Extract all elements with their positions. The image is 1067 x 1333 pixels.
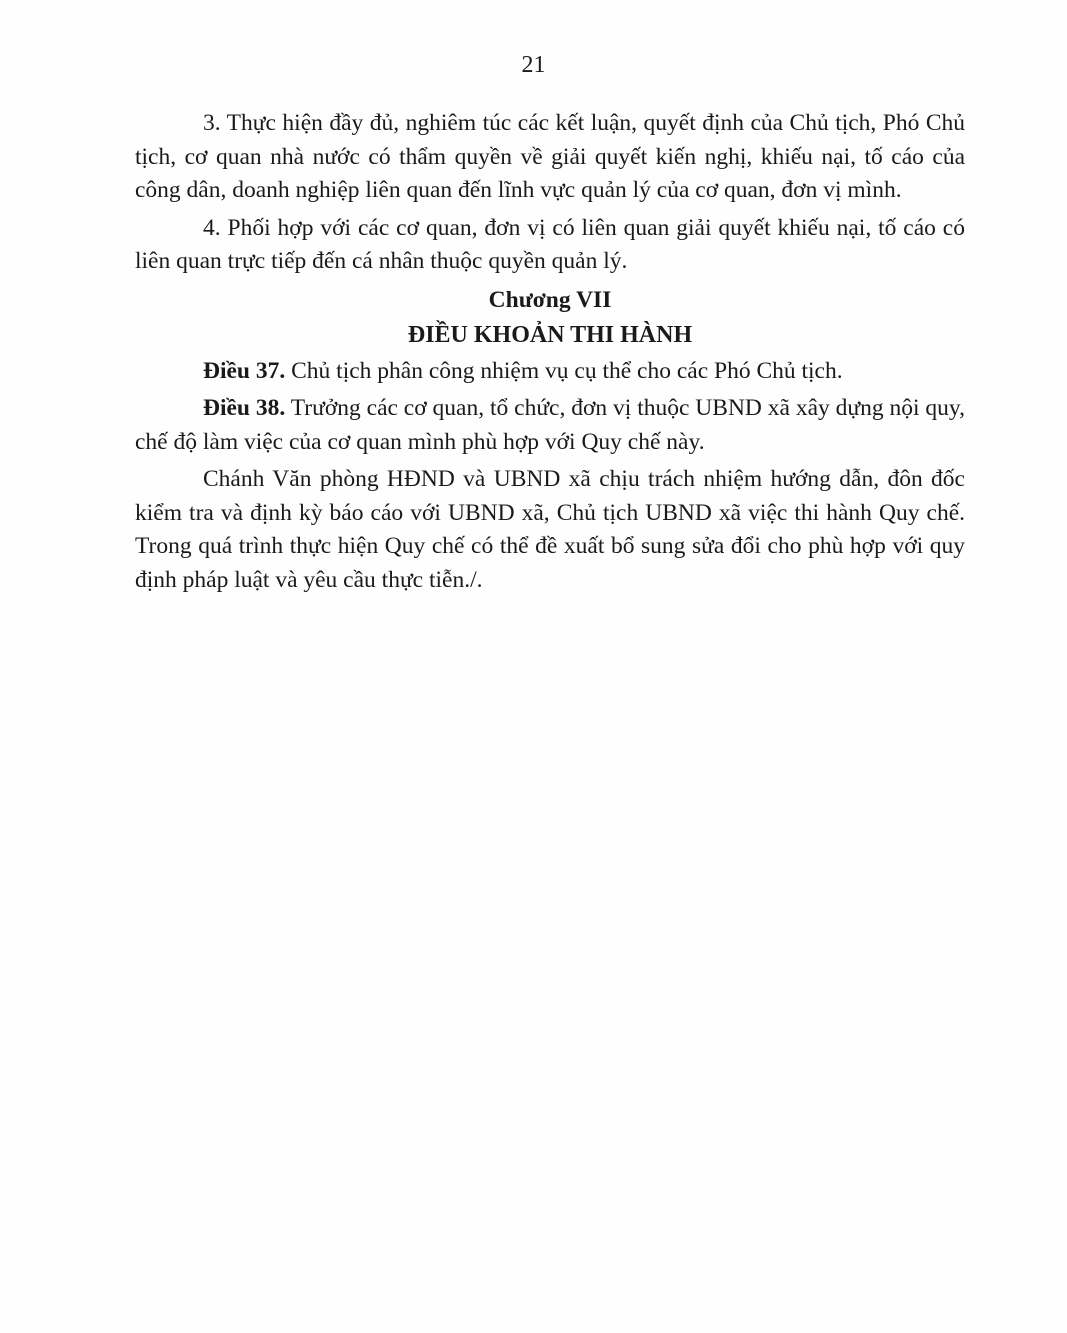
- article-37-label: Điều 37.: [203, 357, 286, 384]
- chapter-title: ĐIỀU KHOẢN THI HÀNH: [407, 321, 693, 348]
- article-38: [135, 392, 965, 459]
- article-37-text: Chủ tịch phân công nhiệm vụ cụ thể cho các Phó Chủ tịch.: [291, 357, 843, 384]
- item-3: 3. Thực hiện đầy đủ, nghiêm túc các kết luận, quyết định của Chủ tịch, Phó Chủ tịch, cơ quan nhà nước có thẩm quyền về giải quyết kiến nghị, khiếu nại, tố cáo của công dân, doanh nghiệp liên quan đến lĩnh vực quản lý của cơ quan, đơn vị mình.: [135, 110, 965, 203]
- item-4: 4. Phối hợp với các cơ quan, đơn vị có liên quan giải quyết khiếu nại, tố cáo có liên quan trực tiếp đến cá nhân thuộc quyền quản lý.: [135, 214, 965, 274]
- article-38-text: Trưởng các cơ quan, tổ chức, đơn vị thuộc UBND xã xây dựng nội quy, chế độ làm việc của cơ quan mình phù hợp với Quy chế này.: [135, 395, 966, 455]
- page-number: 21: [521, 52, 546, 78]
- article-38-label: Điều 38.: [203, 395, 286, 421]
- document-body: [135, 107, 965, 601]
- chapter-label: Chương VII: [488, 286, 612, 313]
- article-37: [135, 355, 965, 389]
- closing-paragraph: Chánh Văn phòng HĐND và UBND xã chịu trách nhiệm hướng dẫn, đôn đốc kiểm tra và định kỳ báo cáo với UBND xã, Chủ tịch UBND xã việc thi hành Quy chế. Trong quá trình thực hiện Quy chế có thể đề xuất bổ sung sửa đổi cho phù hợp với quy định pháp luật và yêu cầu thực tiễn./.: [135, 466, 965, 593]
